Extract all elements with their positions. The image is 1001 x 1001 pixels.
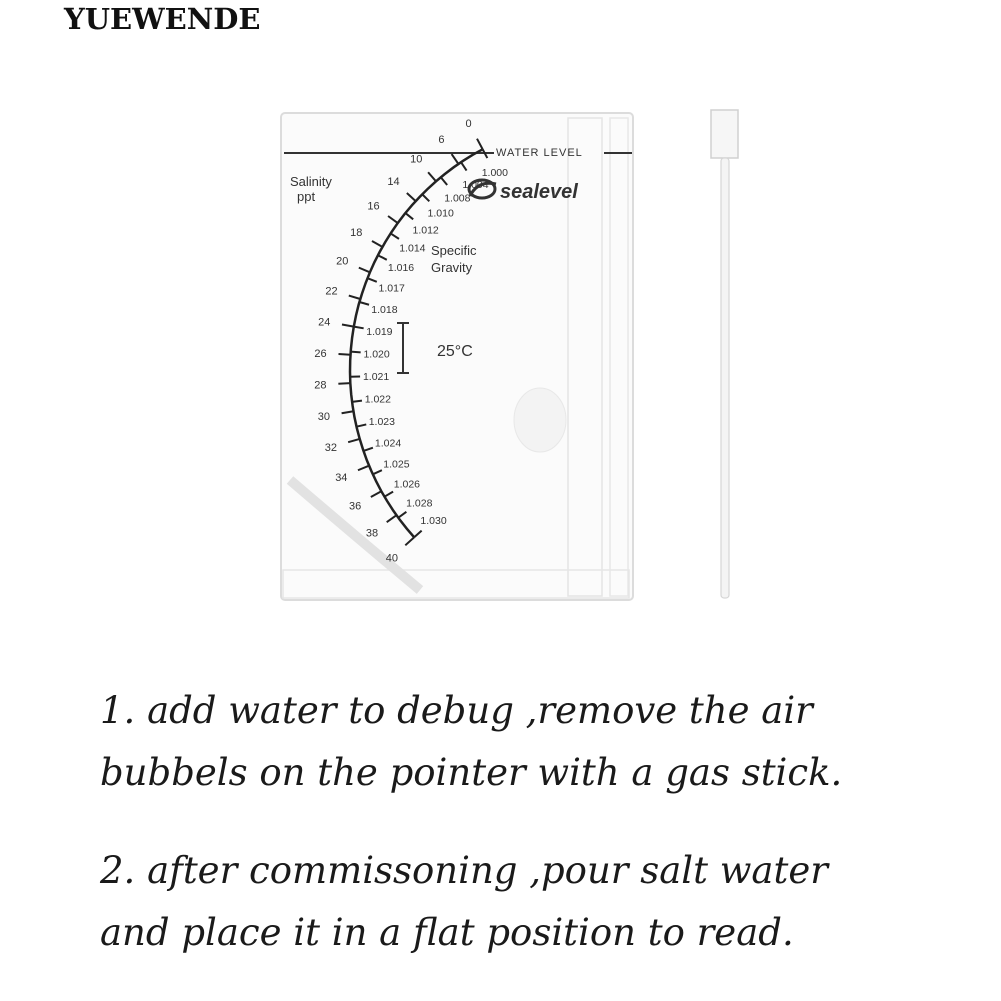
instruction-step-2: [100, 840, 828, 964]
gravity-tick-label: 1.008: [444, 192, 471, 205]
sealevel-logo-text: sealevel: [500, 181, 578, 203]
salinity-tick-label: 16: [367, 200, 380, 213]
instruction-step-1-line-1: 1. add water to debug ,remove the air: [100, 689, 813, 732]
gas-stick-handle: [711, 110, 738, 158]
salinity-tick-label: 0: [465, 117, 472, 130]
gravity-tick-label: 1.014: [399, 242, 426, 255]
salinity-tick: [338, 354, 350, 355]
gravity-tick-label: 1.017: [378, 282, 405, 295]
gravity-tick: [351, 352, 361, 353]
gravity-tick-label: 1.010: [427, 207, 454, 220]
salinity-tick-label: 30: [317, 411, 330, 424]
salinity-tick-label: 28: [314, 379, 327, 392]
salinity-tick-label: 38: [365, 527, 379, 540]
salinity-tick-label: 32: [324, 442, 337, 455]
salinity-tick-label: 24: [318, 316, 331, 329]
gravity-tick-label: 1.021: [362, 371, 390, 384]
salinity-label: Salinity: [290, 174, 332, 189]
salinity-tick: [338, 383, 350, 384]
gravity-tick-label: 1.030: [420, 514, 447, 527]
water-level-label: WATER LEVEL: [496, 147, 583, 159]
salinity-tick-label: 26: [314, 347, 327, 360]
gravity-tick-label: 1.012: [412, 224, 439, 237]
salinity-unit-label: ppt: [297, 189, 316, 204]
gravity-tick-label: 1.019: [366, 326, 393, 339]
gravity-tick-label: 1.023: [368, 415, 395, 428]
gravity-tick-label: 1.026: [393, 478, 421, 491]
brand-logo-text: YUEWENDE: [64, 2, 261, 36]
salinity-tick-label: 18: [350, 227, 363, 240]
instruction-step-1: [100, 680, 842, 804]
specific-gravity-label: Specific: [431, 243, 477, 258]
salinity-tick-label: 40: [385, 552, 399, 565]
gravity-tick-label: 1.028: [406, 497, 433, 510]
gravity-tick-label: 1.018: [371, 304, 398, 317]
gravity-tick-label: 1.004: [462, 178, 489, 191]
salinity-tick-label: 6: [438, 134, 445, 147]
gas-stick-rod: [721, 158, 729, 598]
salinity-tick-label: 10: [410, 153, 423, 166]
salinity-tick-label: 34: [335, 472, 348, 485]
temperature-label: 25°C: [437, 343, 473, 360]
gravity-tick-label: 1.025: [383, 458, 410, 471]
gravity-tick-label: 1.016: [387, 262, 415, 275]
gravity-tick-label: 1.020: [363, 348, 390, 361]
salinity-tick-label: 36: [348, 500, 362, 513]
instruction-step-2-line-2: and place it in a flat position to read.: [100, 911, 794, 954]
gravity-tick: [352, 401, 362, 402]
pointer-pivot: [514, 388, 566, 452]
salinity-tick-label: 22: [325, 285, 338, 298]
salinity-tick-label: 14: [387, 175, 400, 188]
instruction-step-1-line-2: bubbels on the pointer with a gas stick.: [100, 751, 843, 794]
salinity-tick-label: 20: [336, 255, 349, 268]
specific-gravity-label-line2: Gravity: [431, 260, 473, 275]
gravity-tick-label: 1.024: [374, 437, 402, 450]
gravity-tick-label: 1.022: [364, 393, 391, 406]
gravity-tick-label: 1.000: [481, 167, 508, 180]
instruction-step-2-line-1: 2. after commissoning ,pour salt water: [100, 849, 828, 892]
